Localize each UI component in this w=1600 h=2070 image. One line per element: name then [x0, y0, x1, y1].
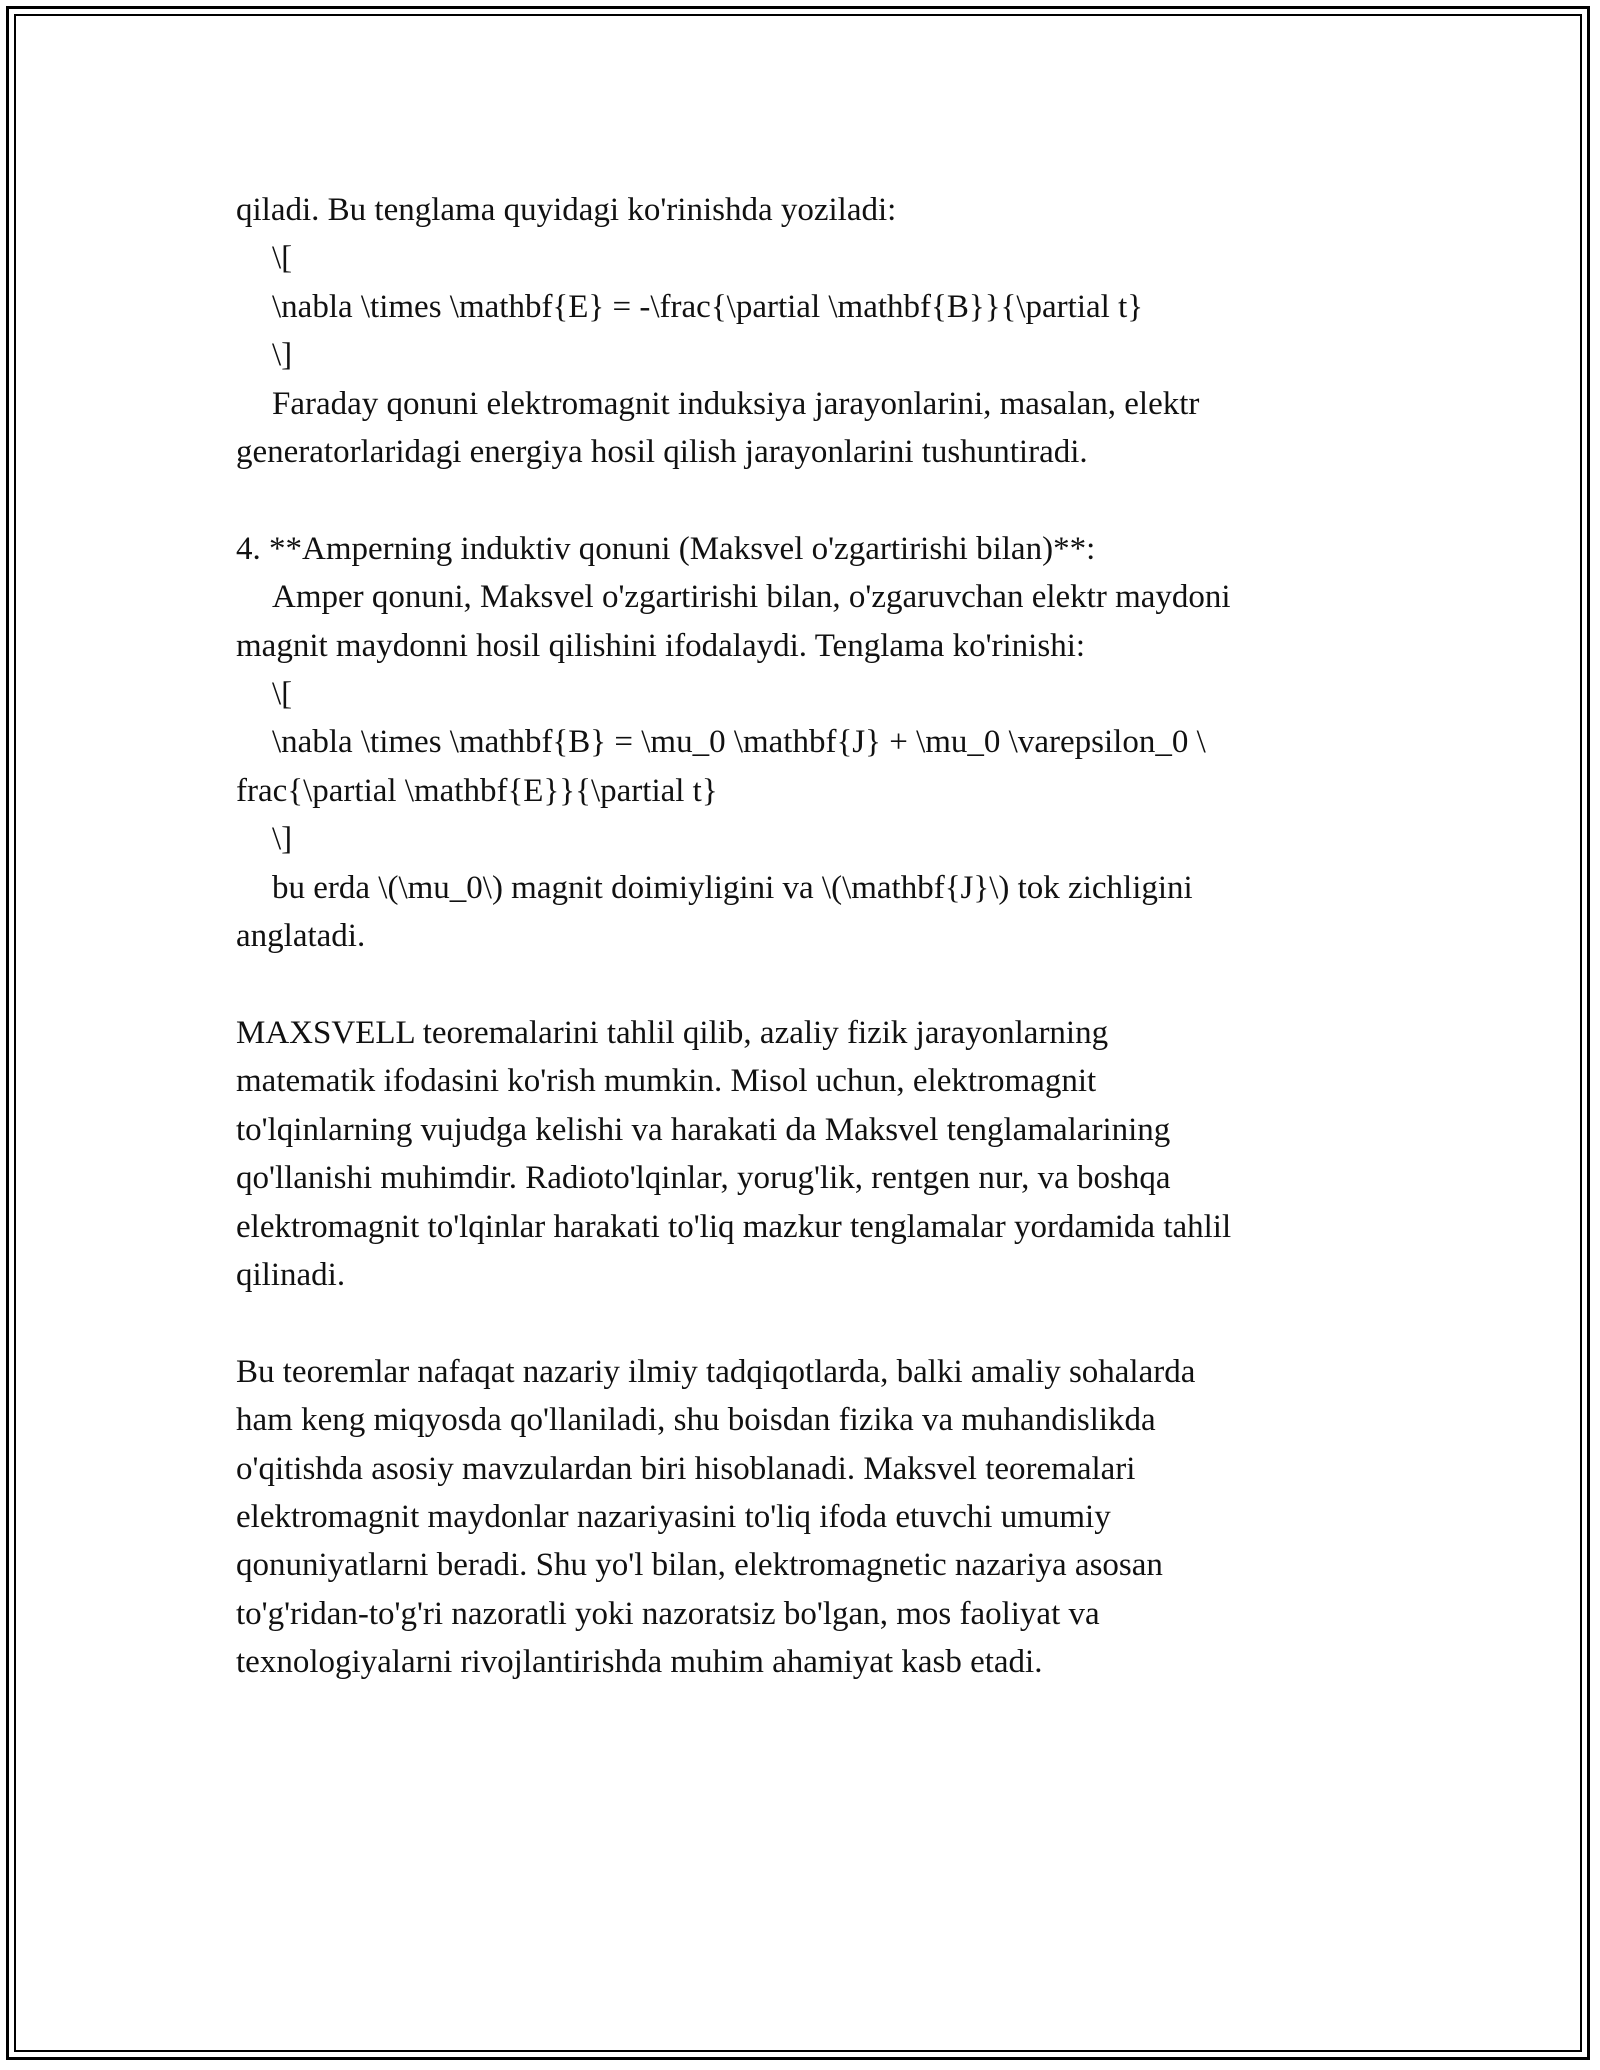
text-line: generatorlaridagi energiya hosil qilish jarayonlarini tushuntiradi. [236, 434, 1088, 471]
text-line: Faraday qonuni elektromagnit induksiya jarayonlarini, masalan, elektr [272, 385, 1200, 422]
text-line: qo'llanishi muhimdir. Radioto'lqinlar, yorug'lik, rentgen nur, va boshqa [236, 1160, 1171, 1197]
equation-close: \] [272, 821, 293, 858]
text-line: qonuniyatlarni beradi. Shu yo'l bilan, elektromagnetic nazariya asosan [236, 1547, 1163, 1584]
text-line: to'g'ridan-to'g'ri nazoratli yoki nazoratsiz bo'lgan, mos faoliyat va [236, 1595, 1100, 1632]
paragraph-ampere-law [236, 525, 1366, 961]
paragraph-gap [236, 1299, 1366, 1347]
text-line: anglatadi. [236, 918, 366, 955]
equation-open: \[ [272, 240, 293, 277]
paragraph-maxwell-analysis [236, 1009, 1366, 1299]
equation-ampere: \nabla \times \mathbf{B} = \mu_0 \mathbf{J} + \mu_0 \varepsilon_0 \ [272, 724, 1206, 761]
paragraph-gap [236, 960, 1366, 1008]
text-line: elektromagnit maydonlar nazariyasini to'liq ifoda etuvchi umumiy [236, 1498, 1111, 1535]
text-line: to'lqinlarning vujudga kelishi va harakati da Maksvel tenglamalarining [236, 1111, 1171, 1148]
text-line: o'qitishda asosiy mavzulardan biri hisoblanadi. Maksvel teoremalari [236, 1450, 1136, 1487]
section-heading: 4. **Amperning induktiv qonuni (Maksvel o'zgartirishi bilan)**: [236, 530, 1096, 567]
text-line: bu erda \(\mu_0\) magnit doimiyligini va \(\mathbf{J}\) tok zichligini [272, 869, 1193, 906]
text-line: ham keng miqyosda qo'llaniladi, shu boisdan fizika va muhandislikda [236, 1402, 1156, 1439]
text-line: texnologiyalarni rivojlantirishda muhim ahamiyat kasb etadi. [236, 1644, 1043, 1681]
text-line: MAXSVELL teoremalarini tahlil qilib, azaliy fizik jarayonlarning [236, 1014, 1109, 1051]
paragraph-gap [236, 476, 1366, 524]
equation-faraday: \nabla \times \mathbf{E} = -\frac{\partial \mathbf{B}}{\partial t} [272, 288, 1144, 325]
text-line: elektromagnit to'lqinlar harakati to'liq mazkur tenglamalar yordamida tahlil [236, 1208, 1232, 1245]
equation-ampere-continued: frac{\partial \mathbf{E}}{\partial t} [236, 772, 718, 809]
text-line: Amper qonuni, Maksvel o'zgartirishi bilan, o'zgaruvchan elektr maydoni [272, 579, 1231, 616]
text-line: magnit maydonni hosil qilishini ifodalaydi. Tenglama ko'rinishi: [236, 627, 1086, 664]
text-line: matematik ifodasini ko'rish mumkin. Misol uchun, elektromagnit [236, 1063, 1097, 1100]
text-line: Bu teoremlar nafaqat nazariy ilmiy tadqiqotlarda, balki amaliy sohalarda [236, 1353, 1196, 1390]
text-line: qilinadi. [236, 1256, 346, 1293]
paragraph-faraday-continuation [236, 186, 1366, 476]
equation-open: \[ [272, 676, 293, 713]
paragraph-applications [236, 1348, 1366, 1687]
equation-close: \] [272, 337, 293, 374]
document-body [236, 186, 1366, 1687]
text-line: qiladi. Bu tenglama quyidagi ko'rinishda yoziladi: [236, 192, 897, 228]
